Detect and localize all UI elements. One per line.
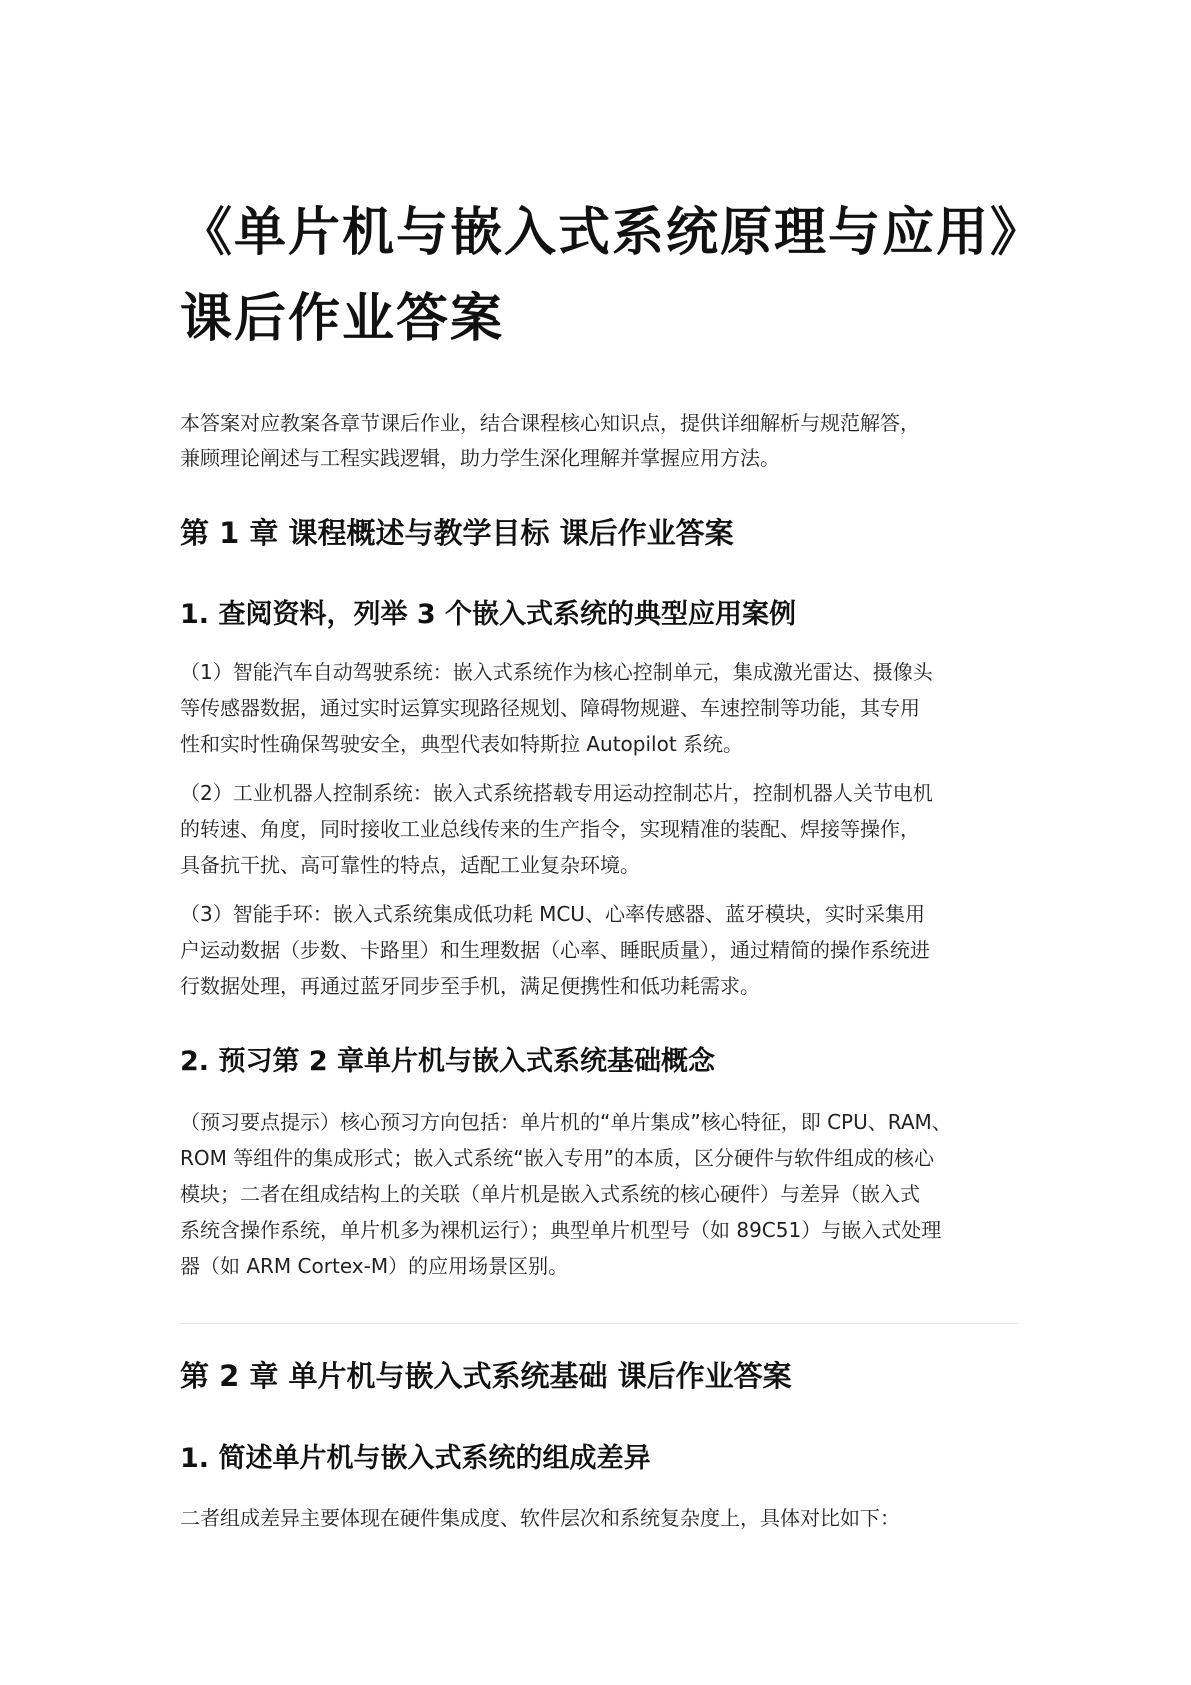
- answer-line: 户运动数据（步数、卡路里）和生理数据（心率、睡眠质量），通过精简的操作系统进: [180, 938, 930, 962]
- answer-line: （2）工业机器人控制系统：嵌入式系统搭载专用运动控制芯片，控制机器人关节电机: [180, 781, 933, 805]
- intro-line-2: 兼顾理论阐述与工程实践逻辑，助力学生深化理解并掌握应用方法。: [180, 446, 780, 470]
- chapter-1-answer-2: [180, 775, 1030, 883]
- answer-line: 模块；二者在组成结构上的关联（单片机是嵌入式系统的核心硬件）与差异（嵌入式: [180, 1182, 920, 1206]
- chapter-1-answer-1: [180, 654, 1030, 762]
- intro-paragraph: [180, 406, 1030, 476]
- chapter-1-heading: 第 1 章 课程概述与教学目标 课后作业答案: [180, 516, 734, 550]
- answer-line: 性和实时性确保驾驶安全，典型代表如特斯拉 Autopilot 系统。: [180, 732, 744, 756]
- chapter-2-question-1-heading: 1. 简述单片机与嵌入式系统的组成差异: [180, 1443, 651, 1474]
- answer-line: 系统含操作系统，单片机多为裸机运行）；典型单片机型号（如 89C51）与嵌入式处理: [180, 1218, 942, 1242]
- intro-line-1: 本答案对应教案各章节课后作业，结合课程核心知识点，提供详细解析与规范解答，: [180, 411, 920, 435]
- chapter-1-question-2-answer: [180, 1104, 1030, 1284]
- answer-line: 器（如 ARM Cortex-M）的应用场景区别。: [180, 1254, 569, 1278]
- chapter-1-question-2-heading: 2. 预习第 2 章单片机与嵌入式系统基础概念: [180, 1046, 716, 1077]
- document-title-line-1: 《单片机与嵌入式系统原理与应用》: [180, 203, 1045, 263]
- chapter-1-answer-3: [180, 896, 1030, 1004]
- document-title: [180, 190, 1080, 362]
- answer-line: 等传感器数据，通过实时运算实现路径规划、障碍物规避、车速控制等功能，其专用: [180, 696, 920, 720]
- answer-line: 具备抗干扰、高可靠性的特点，适配工业复杂环境。: [180, 853, 640, 877]
- answer-line: （预习要点提示）核心预习方向包括：单片机的“单片集成”核心特征，即 CPU、RAM、: [180, 1110, 952, 1134]
- answer-line: 的转速、角度，同时接收工业总线传来的生产指令，实现精准的装配、焊接等操作，: [180, 817, 920, 841]
- answer-line: ROM 等组件的集成形式；嵌入式系统“嵌入专用”的本质，区分硬件与软件组成的核心: [180, 1146, 934, 1170]
- answer-line: 行数据处理，再通过蓝牙同步至手机，满足便携性和低功耗需求。: [180, 974, 760, 998]
- section-divider: [180, 1323, 1018, 1324]
- chapter-2-heading: 第 2 章 单片机与嵌入式系统基础 课后作业答案: [180, 1359, 792, 1393]
- answer-line: 二者组成差异主要体现在硬件集成度、软件层次和系统复杂度上，具体对比如下：: [180, 1506, 900, 1530]
- chapter-2-question-1-answer: [180, 1500, 1030, 1536]
- answer-line: （1）智能汽车自动驾驶系统：嵌入式系统作为核心控制单元，集成激光雷达、摄像头: [180, 660, 933, 684]
- document-title-line-2: 课后作业答案: [180, 289, 505, 349]
- answer-line: （3）智能手环：嵌入式系统集成低功耗 MCU、心率传感器、蓝牙模块，实时采集用: [180, 902, 925, 926]
- chapter-1-question-1-heading: 1. 查阅资料，列举 3 个嵌入式系统的典型应用案例: [180, 599, 797, 630]
